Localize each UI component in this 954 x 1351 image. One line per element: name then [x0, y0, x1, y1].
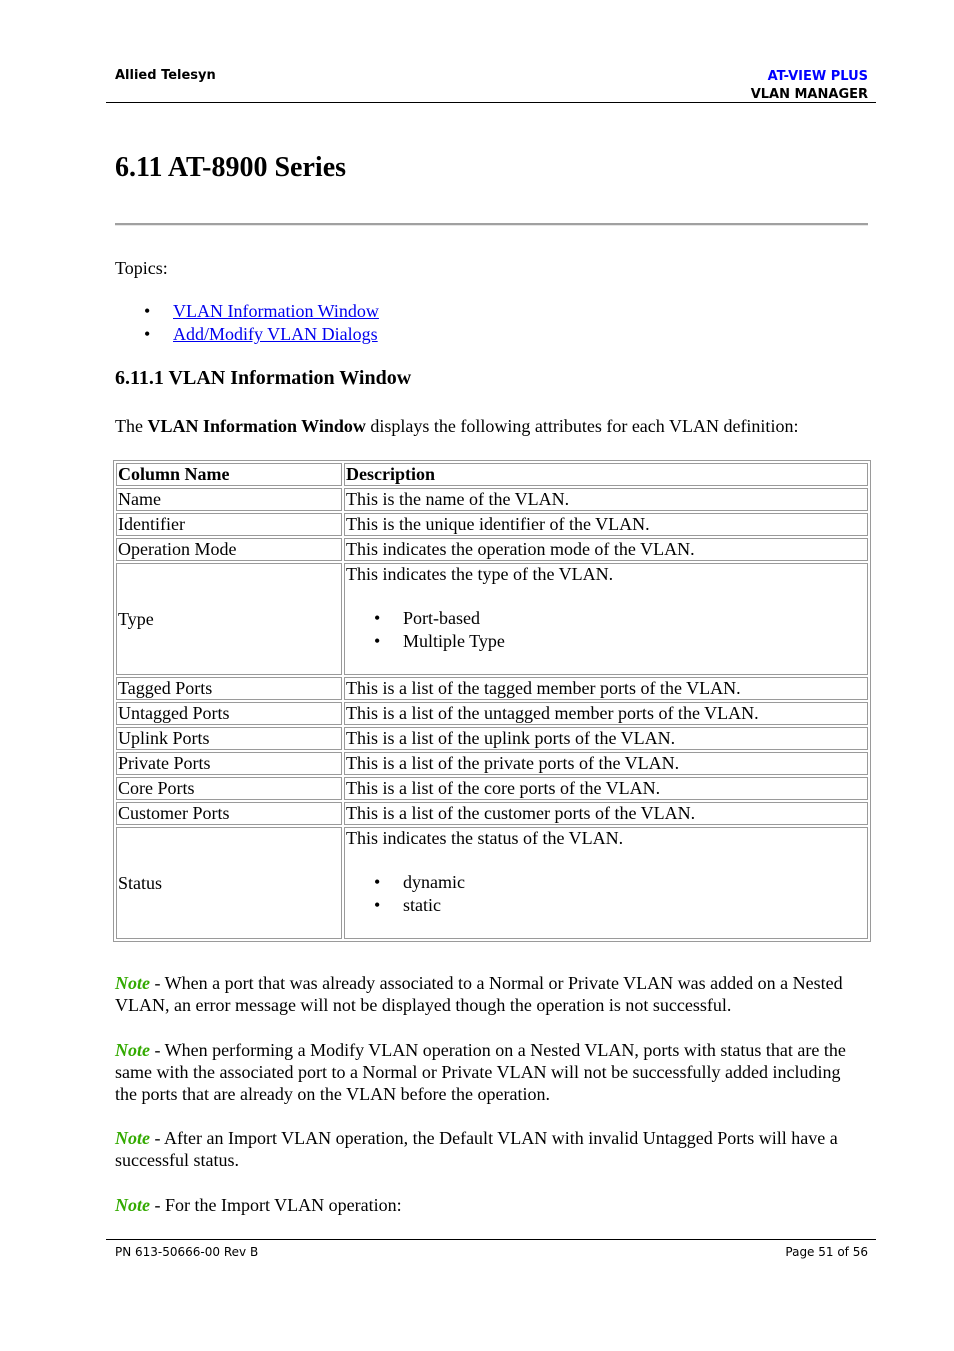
intro-bold: VLAN Information Window — [147, 416, 366, 436]
intro-prefix: The — [115, 416, 148, 436]
table-row — [116, 777, 868, 800]
cell-desc: This is a list of the customer ports of the VLAN. — [344, 802, 868, 825]
header-module: VLAN MANAGER — [750, 87, 868, 102]
intro-suffix: displays the following attributes for each VLAN definition: — [365, 416, 799, 436]
cell-desc: This is the unique identifier of the VLAN. — [344, 513, 868, 536]
note-label: Note — [115, 973, 150, 993]
table-row — [116, 563, 868, 675]
topics-list — [115, 300, 379, 346]
note-text: - For the Import VLAN operation: — [150, 1195, 402, 1215]
footer-part-number: PN 613-50666-00 Rev B — [115, 1245, 259, 1259]
topic-link-add-modify-vlan-dialogs[interactable]: Add/Modify VLAN Dialogs — [173, 324, 378, 344]
cell-desc: This is the name of the VLAN. — [344, 488, 868, 511]
list-item: • static — [346, 894, 866, 917]
table-row — [116, 827, 868, 939]
note-paragraph — [115, 1039, 855, 1105]
cell-name: Name — [116, 488, 342, 511]
list-item: • dynamic — [346, 871, 866, 894]
type-list — [346, 607, 866, 653]
cell-name: Uplink Ports — [116, 727, 342, 750]
cell-desc: This indicates the status of the VLAN. — [346, 828, 624, 848]
note-paragraph — [115, 1194, 855, 1216]
cell-desc: This is a list of the core ports of the VLAN. — [344, 777, 868, 800]
cell-name: Status — [116, 827, 342, 939]
table-row — [116, 752, 868, 775]
note-paragraph — [115, 972, 855, 1016]
footer-page-number: Page 51 of 56 — [785, 1245, 868, 1259]
cell-desc: This is a list of the uplink ports of the VLAN. — [344, 727, 868, 750]
column-header-name: Column Name — [116, 463, 342, 486]
header-company: Allied Telesyn — [115, 68, 216, 83]
cell-desc: This indicates the operation mode of the VLAN. — [344, 538, 868, 561]
table-header-row — [116, 463, 868, 486]
table-row — [116, 702, 868, 725]
topic-item — [115, 300, 379, 323]
header-title-block — [751, 68, 868, 104]
header-divider — [106, 102, 876, 103]
table-row — [116, 802, 868, 825]
cell-name: Identifier — [116, 513, 342, 536]
topics-label: Topics: — [115, 258, 168, 278]
table-row — [116, 513, 868, 536]
cell-desc: This is a list of the private ports of the VLAN. — [344, 752, 868, 775]
header-product: AT-VIEW PLUS — [767, 69, 868, 84]
cell-name: Type — [116, 563, 342, 675]
cell-name: Operation Mode — [116, 538, 342, 561]
intro-paragraph — [115, 415, 798, 437]
topic-link-vlan-information-window[interactable]: VLAN Information Window — [173, 301, 379, 321]
cell-name: Tagged Ports — [116, 677, 342, 700]
title-divider — [115, 223, 868, 226]
table-row — [116, 727, 868, 750]
table-row — [116, 538, 868, 561]
note-text: - When a port that was already associated to a Normal or Private VLAN was added on a Nested VLAN, an error message will not be displayed though the operation is not successful. — [115, 973, 843, 1015]
column-header-description: Description — [344, 463, 868, 486]
table-row — [116, 677, 868, 700]
status-list — [346, 871, 866, 917]
cell-desc: This is a list of the untagged member ports of the VLAN. — [344, 702, 868, 725]
cell-desc: This indicates the type of the VLAN. — [346, 564, 614, 584]
note-text: - After an Import VLAN operation, the Default VLAN with invalid Untagged Ports will have a successful status. — [115, 1128, 838, 1170]
cell-name: Untagged Ports — [116, 702, 342, 725]
cell-name: Private Ports — [116, 752, 342, 775]
note-paragraph — [115, 1127, 855, 1171]
section-title: 6.11 AT-8900 Series — [115, 152, 347, 183]
topic-item — [115, 323, 379, 346]
cell-desc-with-list — [344, 827, 868, 939]
cell-name: Core Ports — [116, 777, 342, 800]
subsection-title: 6.11.1 VLAN Information Window — [115, 367, 412, 389]
cell-desc-with-list — [344, 563, 868, 675]
list-item: • Port-based — [346, 607, 866, 630]
footer-divider — [106, 1239, 876, 1240]
list-item: • Multiple Type — [346, 630, 866, 653]
note-label: Note — [115, 1040, 150, 1060]
vlan-attributes-table — [113, 460, 871, 942]
note-label: Note — [115, 1195, 150, 1215]
cell-desc: This is a list of the tagged member ports of the VLAN. — [344, 677, 868, 700]
cell-name: Customer Ports — [116, 802, 342, 825]
note-label: Note — [115, 1128, 150, 1148]
note-text: - When performing a Modify VLAN operation on a Nested VLAN, ports with status that are the same with the associated port to a Normal or Private VLAN will not be successfully added including the ports that are already on the VLAN before the operation. — [115, 1040, 846, 1104]
table-row — [116, 488, 868, 511]
